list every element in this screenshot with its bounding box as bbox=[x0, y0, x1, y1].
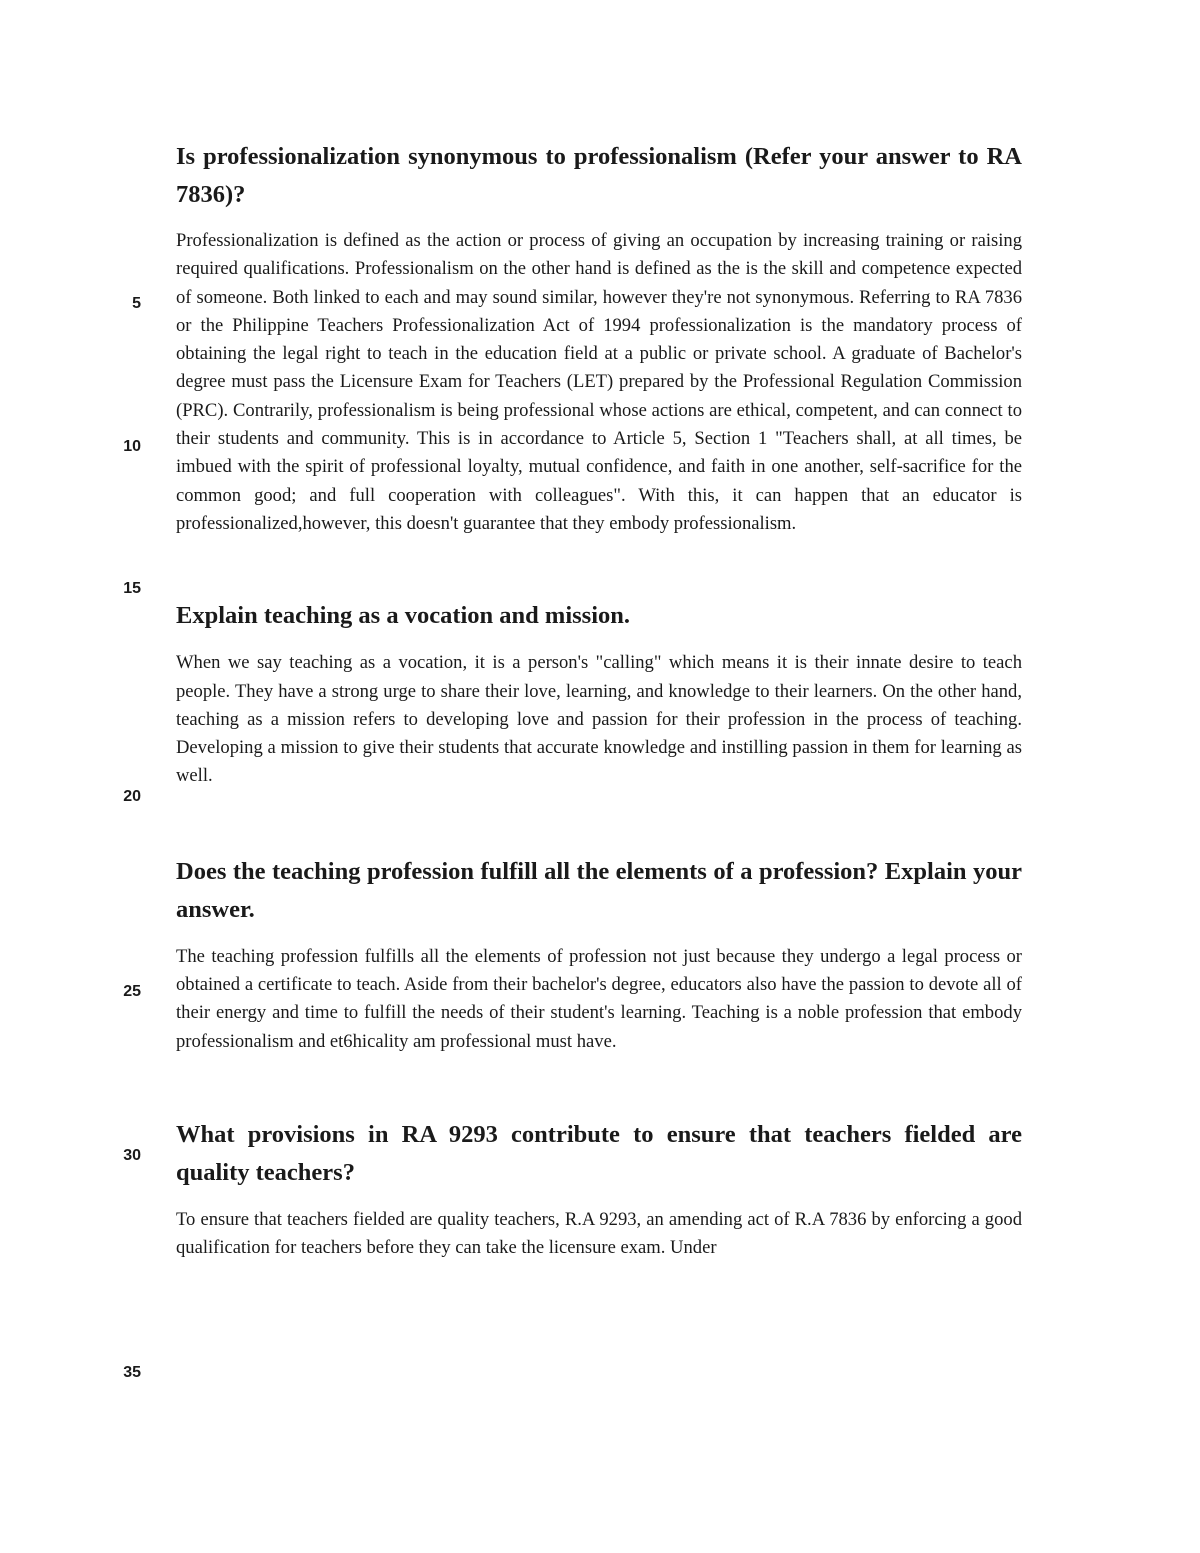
section-elements-of-profession bbox=[176, 853, 1022, 1056]
answer-paragraph: To ensure that teachers fielded are quality teachers, R.A 9293, an amending act of R.A 7836 by enforcing a good qualification for teachers before they can take the licensure exam. Under bbox=[176, 1208, 1022, 1259]
answer-paragraph: Professionalization is defined as the action or process of giving an occupation by increasing training or raising required qualifications. Professionalism on the other hand is defined as the is the skill and competence expected of someone. Both linked to each and may sound similar, however they're not synonymous. Referring to RA 7836 or the Philippine Teachers Professionalization Act of 1994 professionalization is the mandatory process of obtaining the legal right to teach in the education field at a public or private school. A graduate of Bachelor's degree must pass the Licensure Exam for Teachers (LET) prepared by the Professional Regulation Commission (PRC). Contrarily, professionalism is being professional whose actions are ethical, competent, and can connect to their students and community. This is in accordance to Article 5, Section 1 "Teachers shall, at all times, be imbued with the spirit of professional loyalty, mutual confidence, and faith in one another, self-sacrifice for the common good; and full cooperation with colleagues". With this, it can happen that an educator is professionalized,however, this doesn't guarantee that they embody professionalism. bbox=[176, 230, 1022, 534]
line-number-25: 25 bbox=[123, 983, 141, 1000]
line-number-5: 5 bbox=[132, 295, 141, 312]
line-number-10: 10 bbox=[123, 438, 141, 455]
line-number-30: 30 bbox=[123, 1147, 141, 1164]
line-number-15: 15 bbox=[123, 580, 141, 597]
line-number-20: 20 bbox=[123, 788, 141, 805]
question-heading: Does the teaching profession fulfill all the elements of a profession? Explain your answer. bbox=[176, 857, 1022, 923]
section-vocation-mission bbox=[176, 597, 1022, 790]
document-body bbox=[176, 138, 1022, 1263]
answer-paragraph: The teaching profession fulfills all the elements of profession not just because they undergo a legal process or obtained a certificate to teach. Aside from their bachelor's degree, educators also have the passion to devote all of their energy and time to fulfill the needs of their student's learning. Teaching is a noble profession that embody professionalism and et6hicality am professional must have. bbox=[176, 945, 1022, 1052]
section-professionalization bbox=[176, 138, 1022, 538]
question-heading: Explain teaching as a vocation and mission. bbox=[176, 602, 631, 630]
answer-paragraph: When we say teaching as a vocation, it is a person's "calling" which means it is their innate desire to teach people. They have a strong urge to share their love, learning, and knowledge to their learners. On the other hand, teaching as a mission refers to developing love and passion for their profession in the process of teaching. Developing a mission to give their students that accurate knowledge and instilling passion in them for learning as well. bbox=[176, 652, 1022, 787]
line-number-35: 35 bbox=[123, 1364, 141, 1381]
question-heading: What provisions in RA 9293 contribute to ensure that teachers fielded are quality teachers? bbox=[176, 1120, 1022, 1186]
question-heading: Is professionalization synonymous to professionalism (Refer your answer to RA 7836)? bbox=[176, 143, 1022, 208]
section-ra-9293 bbox=[176, 1116, 1022, 1263]
